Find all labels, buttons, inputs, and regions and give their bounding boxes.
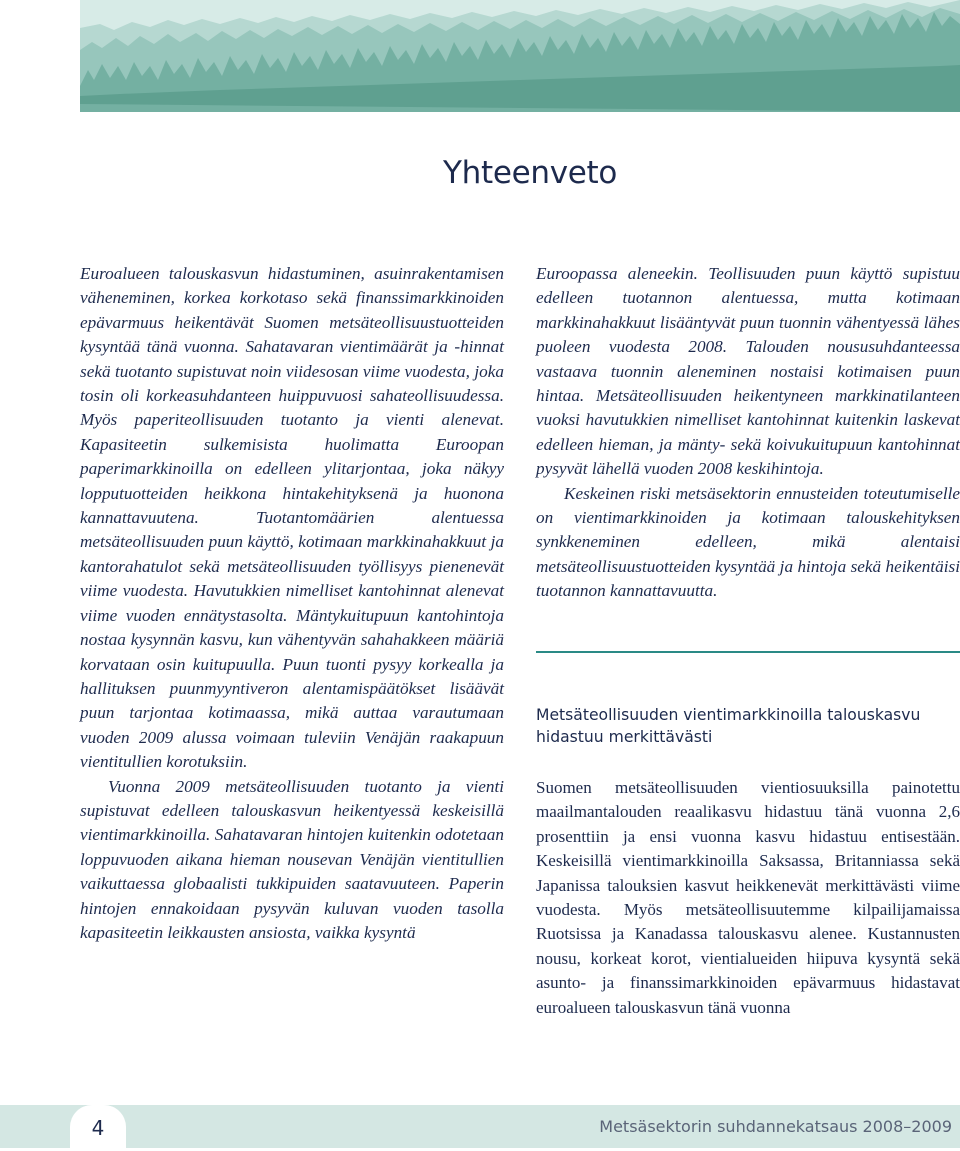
page-number: 4 xyxy=(70,1105,126,1148)
risk-paragraph: Keskeinen riski metsäsektorin ennusteiden toteutumiselle on vientimarkkinoiden ja kotimaan talouskehityksen synkkeneminen edelleen, mikä alentaisi metsäteollisuustuotteiden kysyntää ja hintoja sekä heikentäisi tuotannon kannattavuutta. xyxy=(536,483,960,601)
section-body-paragraph: Suomen metsäteollisuuden vientiosuuksilla painotettu maailmantalouden reaalikasvu hidastuu tänä vuonna 2,6 prosenttiin ja ensi vuonna kasvu hidastuu entisestään. Keskeisillä vientimarkkinoilla Saksassa, Britanniassa sekä Japanissa talouksien kasvut heikkenevät merkittävästi viime vuodesta. Myös metsäteollisuutemme kilpailijamaissa Ruotsissa ja Kanadassa talouskasvu alenee. Kustannusten nousu, korkeat korot, vientialueiden hiipuva kysyntä sekä asunto- ja finanssimarkkinoiden epävarmuus hidastavat euroalueen talouskasvun tänä vuonna xyxy=(536,778,960,1017)
summary-paragraph: Euroalueen talouskasvun hidastuminen, asuinrakentamisen väheneminen, korkea korkotaso sekä finanssimarkkinoiden epävarmuus heikentävät Suomen metsäteollisuustuotteiden kysyntää tänä vuonna. Sahatavaran vientimäärät ja -hinnat sekä tuotanto supistuvat noin viidesosan viime vuodesta, joka tosin oli korkeasuhdanteen huippuvuosi sahateollisuudessa. Myös paperiteollisuuden tuotanto ja vienti alenevat. Kapasiteetin sulkemisista huolimatta Euroopan paperimarkkinoilla on edelleen ylitarjontaa, joka näkyy lopputuotteiden heikkona hintakehityksenä ja huonona kannattavuutena. Tuotantomäärien alentuessa metsäteollisuuden puun käyttö, kotimaan markkinahakkuut ja kantorahatulot sekä metsäteollisuuden työllisyys pienenevät viime vuodesta. Havutukkien nimelliset kantohinnat alenevat viime vuoden ennätystasolta. Mäntykuitupuun kantohintoja nostaa kysynnän kasvu, kun vähentyvän sahahakkeen määriä korvataan osin kuitupuulla. Puun tuonti pysyy korkealla ja hallituksen puunmyyntiveron alentamispäätökset lisäävät puun tarjontaa kotimaassa, mikä auttaa varautumaan vuoden 2009 alussa voimaan tuleviin Venäjän raakapuun vientitullien korotuksiin. xyxy=(80,264,504,772)
left-column xyxy=(80,262,504,945)
forest-banner xyxy=(80,0,960,112)
section-divider xyxy=(536,651,960,653)
forecast-paragraph: Vuonna 2009 metsäteollisuuden tuotanto ja vienti supistuvat edelleen talouskasvun heikentyessä keskeisillä vientimarkkinoilla. Sahatavaran hintojen kuitenkin odotetaan loppuvuoden aikana hieman nousevan Venäjän vientitullien vaikuttaessa globaalisti tukkipuiden saatavuuteen. Paperin hintojen ennakoidaan pysyvän kuluvan vuoden tasolla kapasiteetin leikkausten ansiosta, vaikka kysyntä xyxy=(80,776,504,942)
publication-title: Metsäsektorin suhdannekatsaus 2008–2009 xyxy=(599,1117,952,1136)
summary-continued-paragraph: Euroopassa aleneekin. Teollisuuden puun käyttö supistuu edelleen tuotannon alentuessa, mutta kotimaan markkinahakkuut lisääntyvät puun tuonnin vähentyessä lähes puoleen vuodesta 2008. Talouden noususuhdanteessa vastaava tuonnin aleneminen nostaisi kotimaisen puun hintaa. Metsäteollisuuden heikentyneen markkinatilanteen vuoksi havutukkien nimelliset kantohinnat kuitenkin laskevat edelleen hieman, ja mänty- sekä koivukuitupuun kantohinnat pysyvät lähellä vuoden 2008 keskihintoja. xyxy=(536,264,960,479)
page-footer xyxy=(0,1105,960,1148)
right-column xyxy=(536,262,960,604)
page-title: Yhteenveto xyxy=(443,155,618,191)
section-heading: Metsäteollisuuden vientimarkkinoilla talouskasvu hidastuu merkittävästi xyxy=(536,706,921,746)
